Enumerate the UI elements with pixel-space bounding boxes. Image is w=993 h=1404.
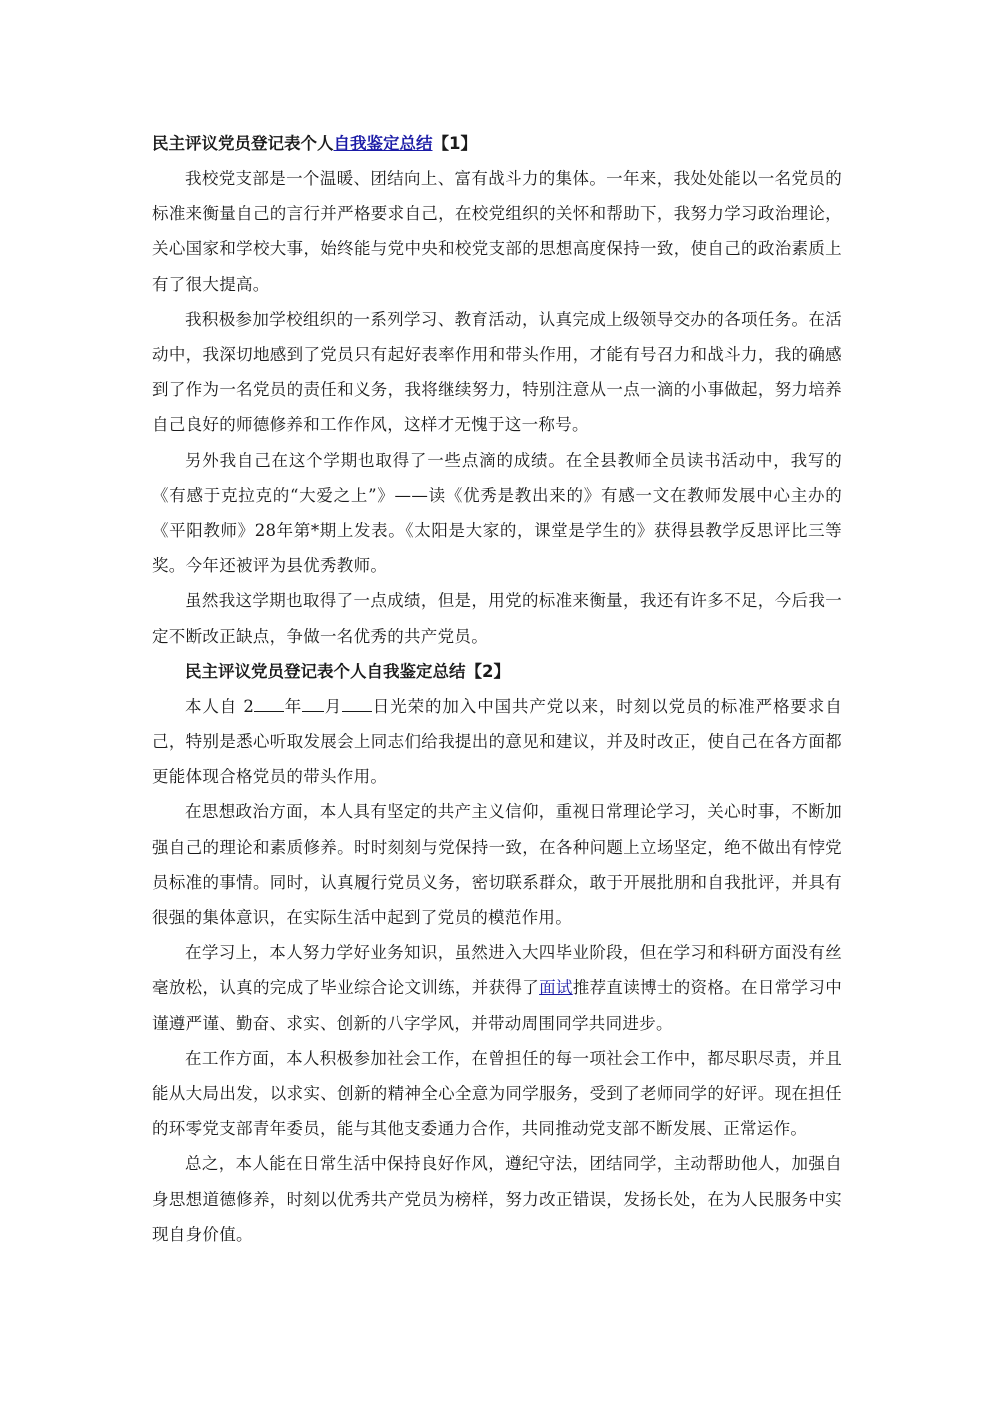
section1-heading [152, 126, 842, 161]
study-text-before: 在学习上，本人努力学好业务知识，虽然进入大四毕业阶段，但在学习和科研方面没有丝毫放松，认真的完成了毕业综合论文训练，并获得了 [152, 943, 842, 998]
section1-paragraph-1: 我校党支部是一个温暖、团结向上、富有战斗力的集体。一年来，我处处能以一名党员的标准来衡量自己的言行并严格要求自己，在校党组织的关怀和帮助下，我努力学习政治理论，关心国家和学校大事，始终能与党中央和校党支部的思想高度保持一致，使自己的政治素质上有了很大提高。 [152, 169, 842, 294]
intro-part-4: 日光荣的加入中国共产党以来，时刻以党员的标准严格要求自己，特别是悉心听取发展会上同志们给我提出的意见和建议，并及时改正，使自己在各方面都更能体现合格党员的带头作用。 [152, 696, 842, 787]
section2-summary-paragraph: 总之，本人能在日常生活中保持良好作风，遵纪守法，团结同学，主动帮助他人，加强自身思想道德修养，时刻以优秀共产党员为榜样，努力改正错误，发扬长处，在为人民服务中实现自身价值。 [152, 1154, 842, 1244]
section2-study-paragraph [152, 935, 842, 1041]
interview-link[interactable]: 面试 [539, 978, 573, 998]
intro-part-2: 年 [284, 696, 303, 716]
section2-intro-paragraph [152, 689, 842, 795]
year-blank [254, 697, 284, 712]
intro-part-1: 本人自 2 [185, 696, 255, 716]
section1-paragraph-4: 虽然我这学期也取得了一点成绩，但是，用党的标准来衡量，我还有许多不足，今后我一定不断改正缺点，争做一名优秀的共产党员。 [152, 591, 842, 646]
self-appraisal-link[interactable]: 自我鉴定总结 [333, 134, 433, 153]
study-text-after: 推荐直读博士的资格。在日常学习中谨遵严谨、勤奋、求实、创新的八字学风，并带动周围同学共同进步。 [152, 978, 842, 1033]
section2-work-paragraph: 在工作方面，本人积极参加社会工作，在曾担任的每一项社会工作中，都尽职尽责，并且能从大局出发，以求实、创新的精神全心全意为同学服务，受到了老师同学的好评。现在担任的环零党支部青年委员，能与其他支委通力合作，共同推动党支部不断发展、正常运作。 [152, 1048, 842, 1139]
day-blank [342, 697, 372, 712]
intro-part-3: 月 [324, 696, 343, 716]
section2-politics-paragraph: 在思想政治方面，本人具有坚定的共产主义信仰，重视日常理论学习，关心时事，不断加强自己的理论和素质修养。时时刻刻与党保持一致，在各种问题上立场坚定，绝不做出有悖党员标准的事情。同时，认真履行党员义务，密切联系群众，敢于开展批朋和自我批评，并具有很强的集体意识，在实际生活中起到了党员的模范作用。 [152, 802, 842, 928]
section2-heading: 民主评议党员登记表个人自我鉴定总结【2】 [185, 661, 510, 681]
month-blank [302, 697, 324, 712]
section1-heading-suffix: 【1】 [432, 134, 477, 153]
section1-paragraph-3: 另外我自己在这个学期也取得了一些点滴的成绩。在全县教师全员读书活动中，我写的《有感于克拉克的“大爱之上”》——读《优秀是教出来的》有感一文在教师发展中心主办的《平阳教师》28年第*期上发表。《太阳是大家的，课堂是学生的》获得县教学反思评比三等奖。今年还被评为县优秀教师。 [152, 450, 842, 576]
document-page [152, 126, 842, 1252]
section1-paragraph-2: 我积极参加学校组织的一系列学习、教育活动，认真完成上级领导交办的各项任务。在活动中，我深切地感到了党员只有起好表率作用和带头作用，才能有号召力和战斗力，我的确感到了作为一名党员的责任和义务，我将继续努力，特别注意从一点一滴的小事做起，努力培养自己良好的师德修养和工作作风，这样才无愧于这一称号。 [152, 309, 842, 435]
section1-heading-prefix: 民主评议党员登记表个人 [152, 134, 334, 153]
